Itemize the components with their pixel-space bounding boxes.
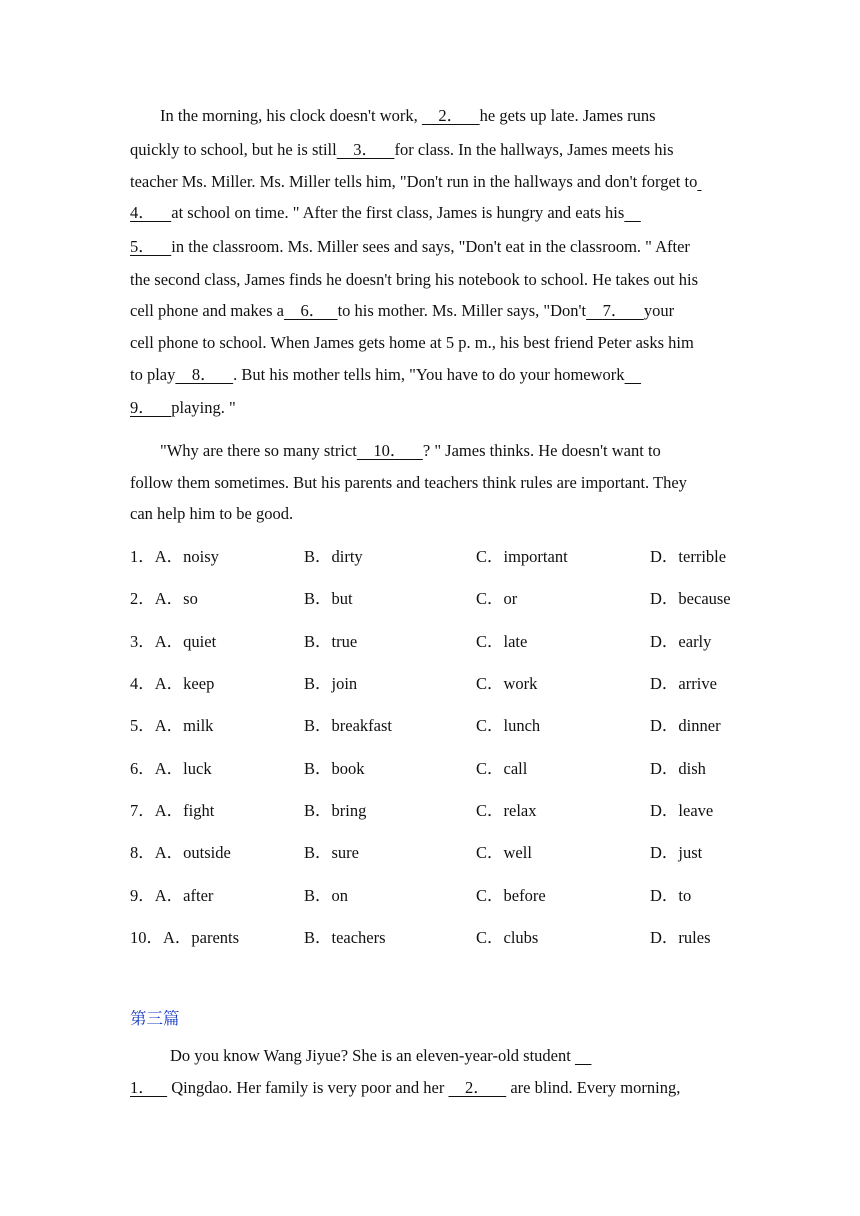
text: the second class, James finds he doesn't bring his notebook to school. He takes out his	[130, 270, 699, 289]
blank-1: 1．	[130, 1078, 168, 1097]
option-a: 10．A．parents	[130, 928, 240, 947]
blank-2: 2．	[448, 1078, 507, 1097]
section3-line-1	[170, 1046, 591, 1066]
option-b: B．bring	[304, 801, 367, 820]
text: In the morning, his clock doesn't work,	[160, 106, 422, 125]
passage-line-10	[130, 398, 236, 418]
blank-9: 9．	[130, 398, 172, 417]
blank-5: 5．	[130, 237, 172, 256]
text: . But his mother tells him, "You have to do your homework	[233, 365, 625, 384]
text: at school on time. " After the first class, James is hungry and eats his	[171, 203, 625, 222]
option-c: C．work	[476, 674, 538, 693]
passage-line-13	[130, 504, 293, 524]
option-c: C．call	[476, 759, 528, 778]
text: teacher Ms. Miller. Ms. Miller tells him, "Don't run in the hallways and don't forget to	[130, 172, 698, 191]
option-row-3	[130, 628, 740, 651]
blank-8: 8．	[175, 365, 234, 384]
option-a: 9．A．after	[130, 886, 214, 905]
text: Qingdao. Her family is very poor and her	[167, 1078, 449, 1097]
blank-2: 2．	[421, 106, 480, 125]
option-a: 5．A．milk	[130, 716, 214, 735]
text: ? " James thinks. He doesn't want to	[422, 441, 661, 460]
option-c: C．before	[476, 886, 546, 905]
option-d: D．terrible	[650, 547, 727, 566]
text: your	[643, 301, 675, 320]
passage-line-6	[130, 270, 698, 290]
passage-line-12	[130, 473, 687, 493]
option-row-2	[130, 585, 740, 608]
blank-4: 4．	[130, 203, 172, 222]
text: playing. "	[171, 398, 236, 417]
blank-6: 6．	[283, 301, 338, 320]
option-d: D．dish	[650, 759, 706, 778]
text: cell phone and makes a	[130, 301, 284, 320]
option-d: D．dinner	[650, 716, 721, 735]
passage-line-7	[130, 301, 674, 321]
blank-1-start	[575, 1046, 592, 1065]
blank-3: 3．	[336, 140, 395, 159]
text: Do you know Wang Jiyue? She is an eleven-year-old student	[170, 1046, 575, 1065]
option-c: C．important	[476, 547, 568, 566]
option-row-10	[130, 924, 740, 947]
text: he gets up late. James runs	[479, 106, 656, 125]
option-b: B．on	[304, 886, 349, 905]
blank-10: 10．	[356, 441, 423, 460]
passage-line-4	[130, 203, 641, 223]
option-d: D．rules	[650, 928, 711, 947]
passage-line-1	[160, 106, 656, 126]
option-b: B．book	[304, 759, 365, 778]
passage-line-8	[130, 333, 694, 353]
option-c: C．or	[476, 589, 518, 608]
text: can help him to be good.	[130, 504, 294, 523]
option-row-4	[130, 670, 740, 693]
blank-9-start	[625, 365, 642, 384]
option-row-1	[130, 543, 740, 566]
passage-line-5	[130, 237, 690, 257]
option-c: C．lunch	[476, 716, 541, 735]
option-d: D．because	[650, 589, 731, 608]
option-a: 6．A．luck	[130, 759, 212, 778]
option-d: D．to	[650, 886, 692, 905]
option-a: 8．A．outside	[130, 843, 231, 862]
text: quickly to school, but he is still	[130, 140, 337, 159]
option-c: C．late	[476, 632, 528, 651]
option-d: D．just	[650, 843, 703, 862]
option-a: 2．A．so	[130, 589, 198, 608]
option-b: B．teachers	[304, 928, 386, 947]
option-a: 3．A．quiet	[130, 632, 217, 651]
option-c: C．well	[476, 843, 532, 862]
option-row-5	[130, 712, 740, 735]
text: are blind. Every morning,	[506, 1078, 681, 1097]
option-row-9	[130, 882, 740, 905]
option-b: B．true	[304, 632, 358, 651]
option-row-8	[130, 839, 740, 862]
passage-line-11	[160, 441, 661, 461]
text: in the classroom. Ms. Miller sees and says, "Don't eat in the classroom. " After	[171, 237, 690, 256]
option-a: 7．A．fight	[130, 801, 215, 820]
option-b: B．but	[304, 589, 353, 608]
option-d: D．arrive	[650, 674, 717, 693]
text: for class. In the hallways, James meets his	[394, 140, 674, 159]
text: to play	[130, 365, 176, 384]
section-heading: 第三篇	[130, 1009, 180, 1028]
option-a: 1．A．noisy	[130, 547, 219, 566]
text: cell phone to school. When James gets home at 5 p. m., his best friend Peter asks him	[130, 333, 694, 352]
option-b: B．breakfast	[304, 716, 392, 735]
option-c: C．clubs	[476, 928, 539, 947]
option-d: D．leave	[650, 801, 714, 820]
text: "Why are there so many strict	[160, 441, 357, 460]
passage-line-9	[130, 365, 641, 385]
section3-line-2	[130, 1078, 680, 1098]
option-b: B．dirty	[304, 547, 363, 566]
option-a: 4．A．keep	[130, 674, 215, 693]
passage-line-3	[130, 172, 701, 192]
option-row-7	[130, 797, 740, 820]
blank-5-start	[624, 203, 641, 222]
blank-7: 7．	[586, 301, 644, 320]
option-b: B．join	[304, 674, 358, 693]
option-row-6	[130, 755, 740, 778]
option-d: D．early	[650, 632, 712, 651]
option-c: C．relax	[476, 801, 537, 820]
text: follow them sometimes. But his parents and teachers think rules are important. They	[130, 473, 687, 492]
blank-4-start	[697, 172, 701, 191]
option-b: B．sure	[304, 843, 359, 862]
text: to his mother. Ms. Miller says, "Don't	[337, 301, 587, 320]
passage-line-2	[130, 140, 674, 160]
